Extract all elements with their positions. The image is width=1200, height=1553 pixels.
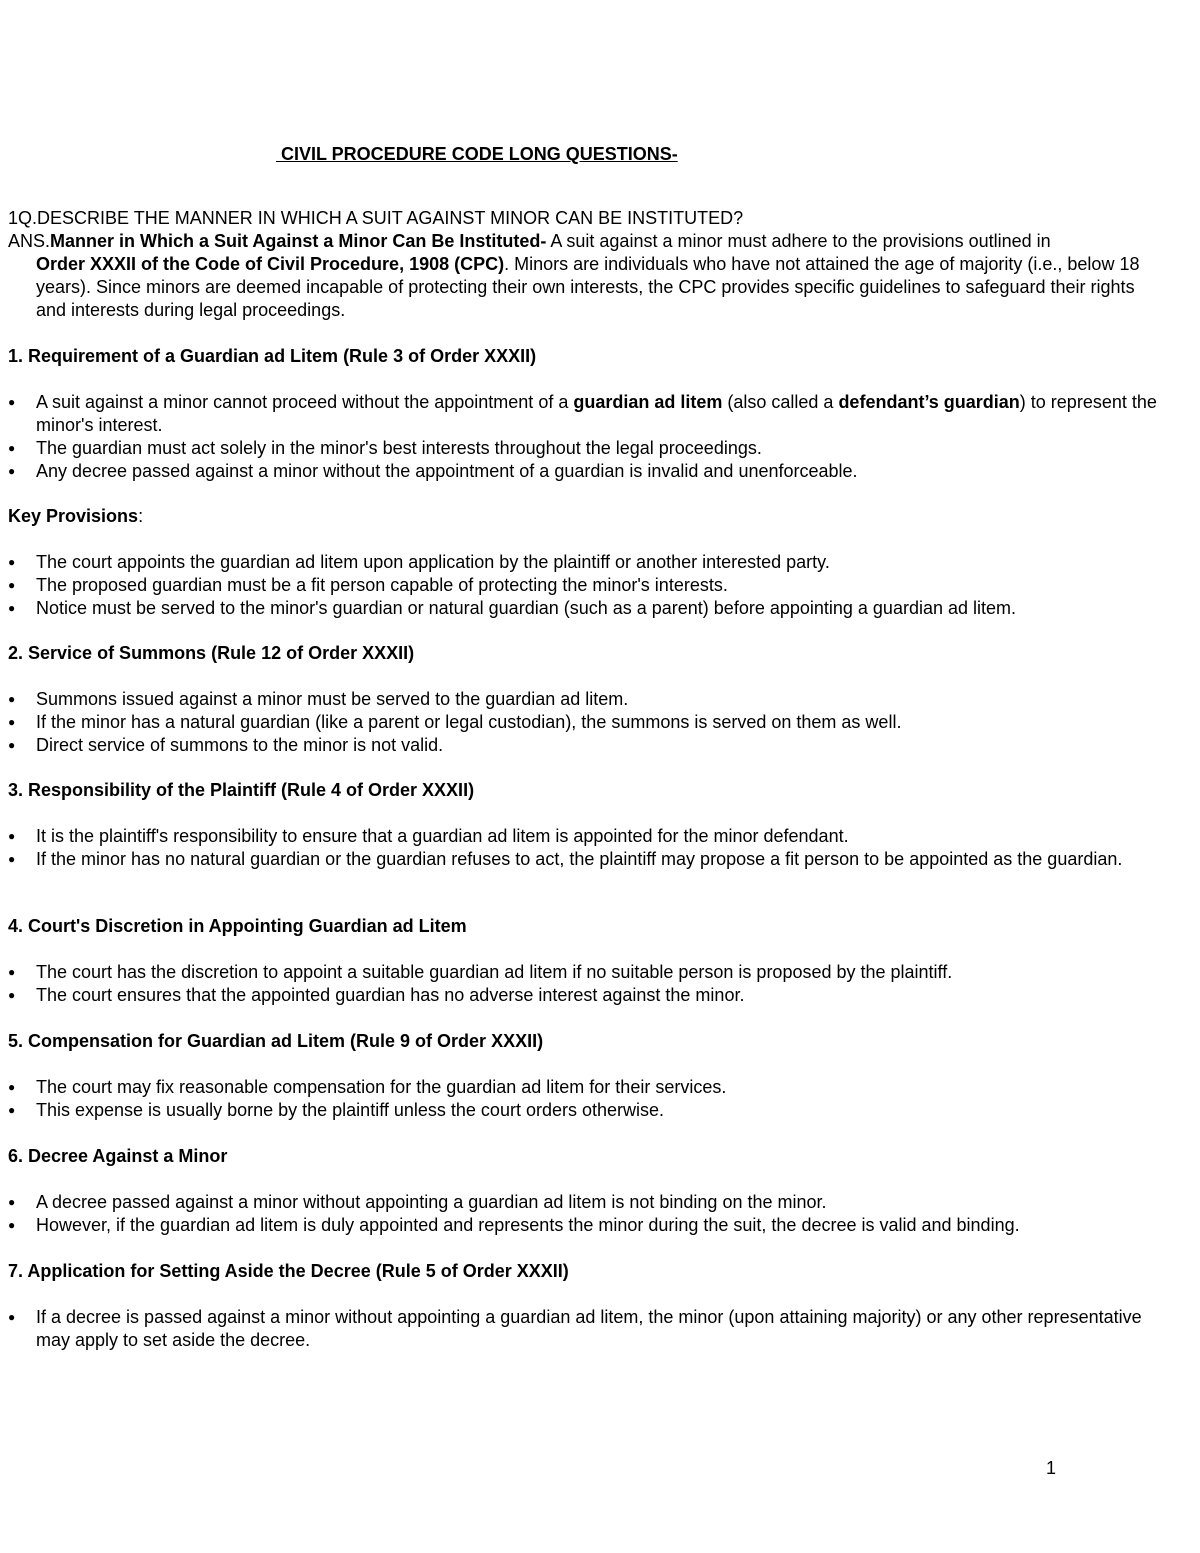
- bullet-icon: ●: [8, 829, 16, 843]
- section-7-list: [8, 1306, 1163, 1352]
- section-6: [8, 1145, 1163, 1237]
- list-item-text: The court has the discretion to appoint a suitable guardian ad litem if no suitable person is proposed by the plaintiff.: [36, 962, 953, 982]
- key-provisions-heading: [8, 505, 1163, 528]
- page-number: 1: [1046, 1458, 1057, 1478]
- bullet-icon: ●: [8, 852, 16, 866]
- list-item: [8, 688, 1163, 711]
- list-item: [8, 825, 1163, 848]
- list-item: [8, 391, 1163, 437]
- list-item: [8, 574, 1163, 597]
- section-5-heading: 5. Compensation for Guardian ad Litem (Rule 9 of Order XXXII): [8, 1031, 544, 1051]
- list-item-text: A decree passed against a minor without appointing a guardian ad litem is not binding on the minor.: [36, 1192, 827, 1212]
- list-item: [8, 437, 1163, 460]
- list-item-text: However, if the guardian ad litem is duly appointed and represents the minor during the suit, the decree is valid and binding.: [36, 1215, 1020, 1235]
- answer-text-2: . Minors are individuals who have not attained the age of majority (i.e., below 18 years). Since minors are deemed incapable of protecting their own interests, the CPC provides specific guidelines to safeguard their rights and interests during legal proceedings.: [36, 254, 1140, 320]
- list-item: [8, 1306, 1163, 1352]
- term-guardian-ad-litem: guardian ad litem: [573, 392, 723, 412]
- list-item-text: This expense is usually borne by the plaintiff unless the court orders otherwise.: [36, 1100, 665, 1120]
- section-3-heading: 3. Responsibility of the Plaintiff (Rule 4 of Order XXXII): [8, 780, 475, 800]
- bullet-icon: ●: [8, 1080, 16, 1094]
- answer-order-reference: Order XXXII of the Code of Civil Procedure, 1908 (CPC): [36, 254, 505, 274]
- bullet-icon: ●: [8, 578, 16, 592]
- key-provisions-list: [8, 551, 1163, 620]
- document-title: CIVIL PROCEDURE CODE LONG QUESTIONS-: [276, 144, 678, 164]
- bullet-icon: ●: [8, 601, 16, 615]
- answer-text-1: A suit against a minor must adhere to the provisions outlined in: [546, 231, 1051, 251]
- list-item: [8, 848, 1163, 871]
- term-defendants-guardian: defendant’s guardian: [838, 392, 1020, 412]
- section-6-heading: 6. Decree Against a Minor: [8, 1146, 228, 1166]
- bullet-icon: ●: [8, 555, 16, 569]
- list-item-text: If the minor has no natural guardian or the guardian refuses to act, the plaintiff may propose a fit person to be appointed as the guardian.: [36, 849, 1123, 869]
- bullet-icon: ●: [8, 441, 16, 455]
- section-1: [8, 345, 1163, 483]
- list-item-text: If the minor has a natural guardian (like a parent or legal custodian), the summons is served on them as well.: [36, 712, 902, 732]
- section-1-heading: 1. Requirement of a Guardian ad Litem (Rule 3 of Order XXXII): [8, 346, 537, 366]
- section-1-list: [8, 391, 1163, 483]
- key-provisions: [8, 505, 1163, 620]
- bullet-icon: ●: [8, 464, 16, 478]
- list-item-text: Summons issued against a minor must be served to the guardian ad litem.: [36, 689, 629, 709]
- section-4: [8, 915, 1163, 1007]
- bullet-icon: ●: [8, 692, 16, 706]
- section-3-list: [8, 825, 1163, 871]
- list-item-text: Any decree passed against a minor without the appointment of a guardian is invalid and unenforceable.: [36, 461, 858, 481]
- list-item-text: Notice must be served to the minor's guardian or natural guardian (such as a parent) before appointing a guardian ad litem.: [36, 598, 1017, 618]
- answer-first-line: [8, 230, 1158, 253]
- list-item-text: A suit against a minor cannot proceed without the appointment of a: [36, 392, 574, 412]
- key-provisions-colon: :: [138, 506, 144, 526]
- bullet-icon: ●: [8, 1310, 16, 1324]
- bullet-icon: ●: [8, 988, 16, 1002]
- section-6-list: [8, 1191, 1163, 1237]
- section-2: [8, 642, 1163, 757]
- bullet-icon: ●: [8, 965, 16, 979]
- list-item: [8, 961, 1163, 984]
- list-item-text: The court ensures that the appointed guardian has no adverse interest against the minor.: [36, 985, 745, 1005]
- bullet-icon: ●: [8, 1195, 16, 1209]
- list-item: [8, 1099, 1163, 1122]
- key-provisions-label: Key Provisions: [8, 506, 139, 526]
- bullet-icon: ●: [8, 1218, 16, 1232]
- list-item: [8, 1191, 1163, 1214]
- bullet-icon: ●: [8, 395, 16, 409]
- list-item: [8, 551, 1163, 574]
- section-5: [8, 1030, 1163, 1122]
- list-item: [8, 734, 1163, 757]
- answer-continuation: [8, 253, 1158, 322]
- list-item-text: If a decree is passed against a minor without appointing a guardian ad litem, the minor (upon attaining majority) or any other representative may apply to set aside the decree.: [36, 1307, 1142, 1350]
- list-item-text: The court appoints the guardian ad litem upon application by the plaintiff or another interested party.: [36, 552, 830, 572]
- list-item: [8, 460, 1163, 483]
- list-item: [8, 984, 1163, 1007]
- list-item-text: The proposed guardian must be a fit person capable of protecting the minor's interests.: [36, 575, 728, 595]
- list-item: [8, 597, 1163, 620]
- answer-paragraph: [8, 230, 1158, 322]
- list-item-text: (also called a: [722, 392, 839, 412]
- list-item-text: It is the plaintiff's responsibility to ensure that a guardian ad litem is appointed for the minor defendant.: [36, 826, 849, 846]
- answer-prefix: ANS.: [8, 231, 51, 251]
- bullet-icon: ●: [8, 738, 16, 752]
- list-item-text: The guardian must act solely in the minor's best interests throughout the legal proceedings.: [36, 438, 762, 458]
- list-item-text: The court may fix reasonable compensation for the guardian ad litem for their services.: [36, 1077, 727, 1097]
- section-7: [8, 1260, 1163, 1352]
- list-item-text: Direct service of summons to the minor is not valid.: [36, 735, 444, 755]
- section-5-list: [8, 1076, 1163, 1122]
- list-item-text: ) to represent the minor's interest.: [36, 392, 1157, 435]
- section-3: [8, 779, 1163, 871]
- bullet-icon: ●: [8, 1103, 16, 1117]
- bullet-icon: ●: [8, 715, 16, 729]
- section-2-heading: 2. Service of Summons (Rule 12 of Order XXXII): [8, 643, 415, 663]
- list-item: [8, 1214, 1163, 1237]
- section-4-heading: 4. Court's Discretion in Appointing Guardian ad Litem: [8, 916, 467, 936]
- list-item: [8, 711, 1163, 734]
- answer-heading: Manner in Which a Suit Against a Minor Can Be Instituted-: [50, 231, 547, 251]
- list-item: [8, 1076, 1163, 1099]
- section-7-heading: 7. Application for Setting Aside the Decree (Rule 5 of Order XXXII): [8, 1261, 569, 1281]
- section-2-list: [8, 688, 1163, 757]
- section-4-list: [8, 961, 1163, 1007]
- question-text: 1Q.DESCRIBE THE MANNER IN WHICH A SUIT AGAINST MINOR CAN BE INSTITUTED?: [8, 208, 744, 228]
